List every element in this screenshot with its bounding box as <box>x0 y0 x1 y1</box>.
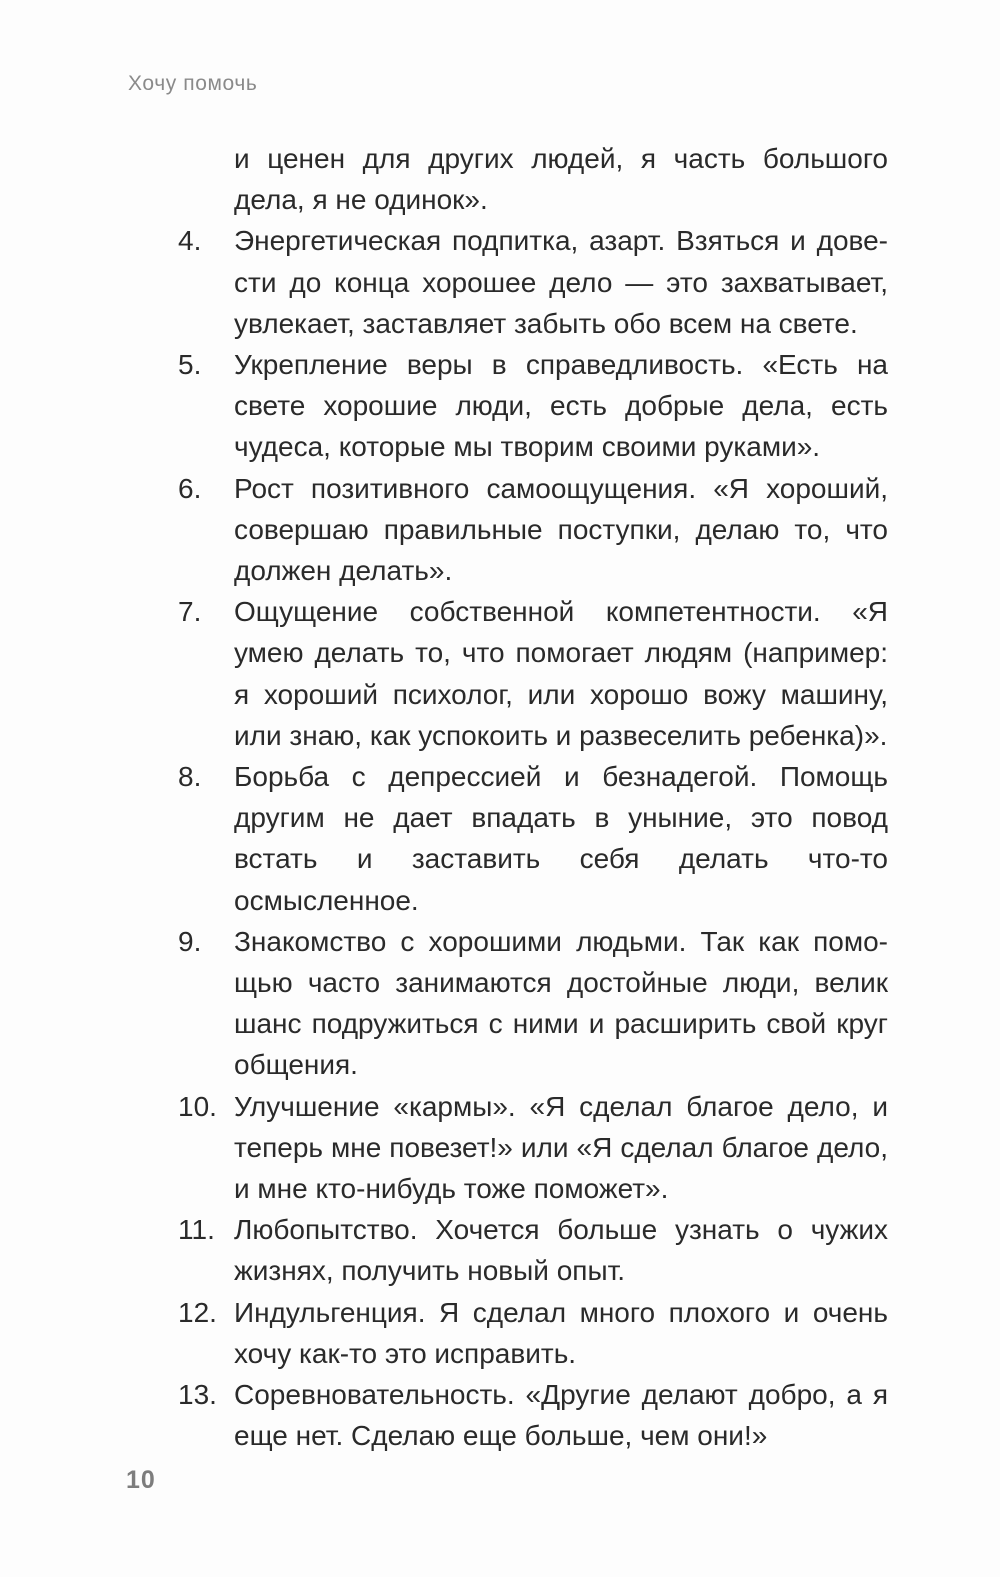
list-item-text: Любопытство. Хочется больше узнать о чужих жизнях, получить новый опыт. <box>234 1214 888 1287</box>
list-item-number: 13. <box>178 1379 217 1411</box>
body-text <box>178 138 888 1457</box>
list-item-number: 9. <box>178 925 202 957</box>
list-item-text: Рост позитивного самоощущения. «Я хороший, совершаю правильные поступки, делаю то, что должен делать». <box>234 472 888 587</box>
running-header: Хочу помочь <box>128 72 258 95</box>
list-item <box>178 1209 888 1291</box>
list-item-number: 4. <box>178 225 202 257</box>
list-item <box>178 921 888 1086</box>
list-item <box>178 220 888 344</box>
list-item-number: 10. <box>178 1090 217 1122</box>
list-item-text: Соревновательность. «Другие делают добро, а я еще нет. Сделаю еще больше, чем они!» <box>234 1379 888 1452</box>
list-item <box>178 756 888 921</box>
page-number: 10 <box>126 1466 156 1494</box>
list-item-number: 7. <box>178 596 202 628</box>
list-item-text: Улучшение «кармы». «Я сделал благое дело, и теперь мне повезет!» или «Я сделал благое дело, и мне кто-нибудь тоже поможет». <box>234 1090 888 1205</box>
list-item <box>178 468 888 592</box>
numbered-list <box>178 220 888 1456</box>
list-item-number: 6. <box>178 472 202 504</box>
list-item-text: Укрепление веры в справедливость. «Есть на свете хорошие люди, есть добрые дела, есть чудеса, которые мы творим своими руками». <box>234 349 888 463</box>
list-item-number: 5. <box>178 349 202 381</box>
continuation-paragraph: и ценен для других людей, я часть большого дела, я не одинок». <box>234 143 888 216</box>
list-item-text: Борьба с депрессией и безнадегой. Помощь другим не дает впадать в уныние, это повод встать и заставить себя делать что-то осмысленное. <box>234 761 888 916</box>
list-item-text: Индульгенция. Я сделал много плохого и очень хочу как-то это исправить. <box>234 1296 888 1369</box>
list-item-text: Знакомство с хорошими людьми. Так как помощью часто занимаются достойные люди, велик шанс подружиться с ними и расширить свой круг общения. <box>234 925 888 1081</box>
list-item <box>178 1374 888 1456</box>
list-item-number: 12. <box>178 1296 217 1328</box>
list-item-text: Ощущение собственной компетентности. «Я умею делать то, что помогает людям (например: я хороший психолог, или хорошо вожу машину, или знаю, как успокоить и развеселить ребенка)». <box>234 596 888 751</box>
list-item-text: Энергетическая подпитка, азарт. Взяться и довести до конца хорошее дело — это захватывает, увлекает, заставляет забыть обо всем на свете. <box>234 225 888 339</box>
list-item <box>178 591 888 756</box>
list-item <box>178 1086 888 1210</box>
list-item <box>178 1292 888 1374</box>
list-item-number: 11. <box>178 1214 215 1246</box>
list-item-number: 8. <box>178 761 202 793</box>
list-item <box>178 344 888 468</box>
